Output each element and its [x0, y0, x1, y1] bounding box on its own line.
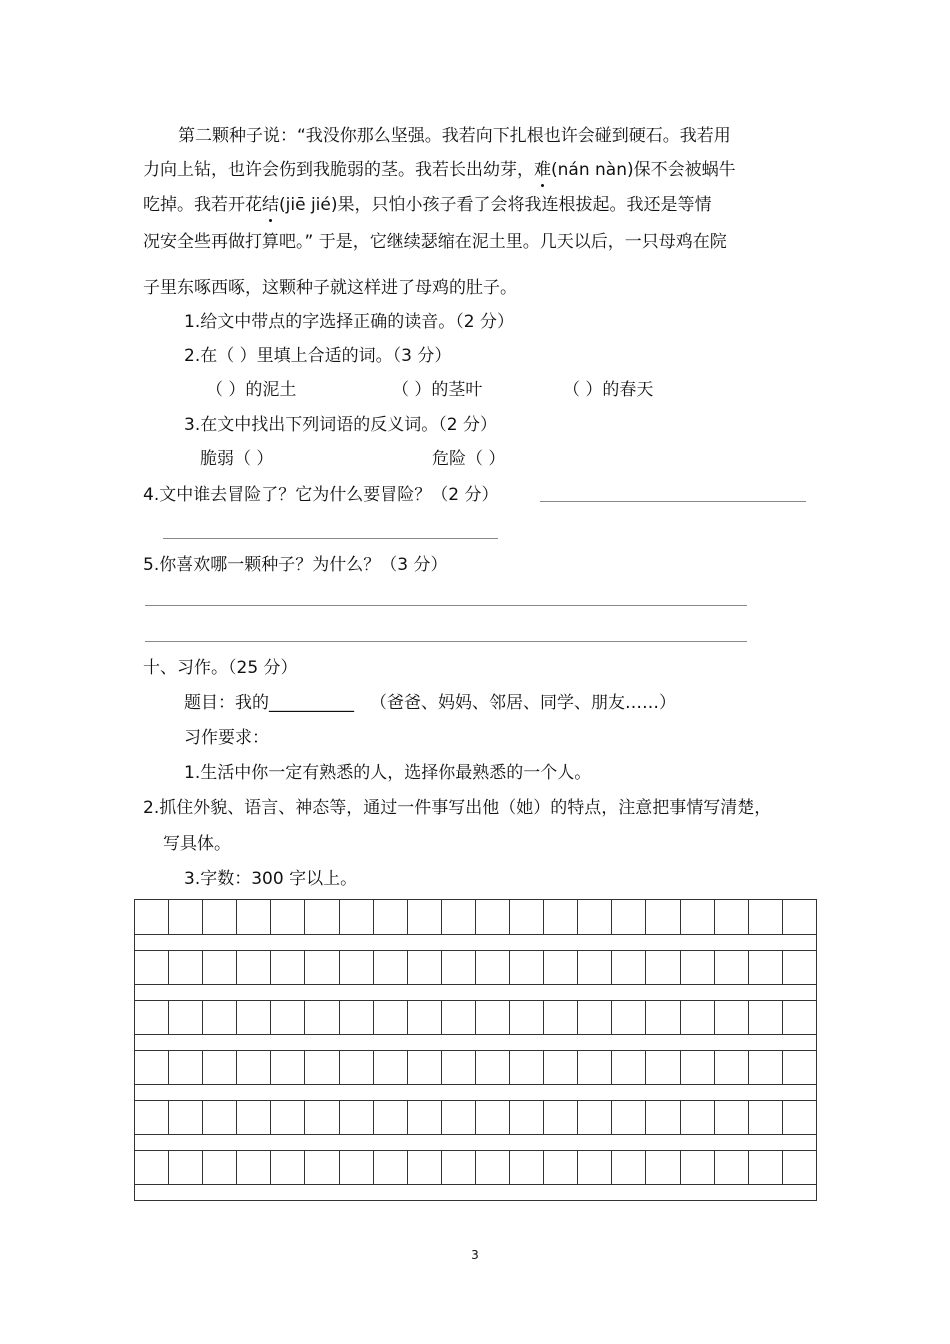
writing-grid[interactable] [134, 899, 817, 1201]
question-1: 1.给文中带点的字选择正确的读音。（2 分） [184, 312, 514, 332]
story-line-1: 第二颗种子说：“我没你那么坚强。我若向下扎根也许会碰到硬石。我若用 [178, 126, 731, 146]
requirements-heading: 习作要求： [184, 728, 269, 748]
grid-cell[interactable] [339, 1051, 373, 1084]
grid-cell[interactable] [304, 1151, 338, 1184]
grid-cell[interactable] [373, 1151, 407, 1184]
composition-title-prefix: 题目：我的 [184, 693, 269, 713]
grid-cell[interactable] [748, 1101, 782, 1134]
grid-cell[interactable] [680, 900, 714, 934]
story-line-5: 子里东啄西啄，这颗种子就这样进了母鸡的肚子。 [143, 278, 517, 298]
grid-cell[interactable] [373, 1051, 407, 1084]
grid-cell[interactable] [475, 951, 509, 984]
grid-cell[interactable] [407, 1001, 441, 1034]
grid-cell[interactable] [748, 951, 782, 984]
grid-cell[interactable] [611, 951, 645, 984]
grid-cell[interactable] [441, 951, 475, 984]
grid-cell[interactable] [236, 1051, 270, 1084]
grid-cell[interactable] [475, 1101, 509, 1134]
question-2-blank-1[interactable]: （ ）的泥土 [206, 380, 297, 400]
grid-cell[interactable] [407, 951, 441, 984]
grid-cell[interactable] [509, 951, 543, 984]
pinyin-options-nan: (nán nàn)保不会被蜗牛 [551, 160, 736, 180]
grid-cell[interactable] [577, 1051, 611, 1084]
grid-cell[interactable] [645, 1051, 679, 1084]
grid-cell[interactable] [168, 1151, 202, 1184]
question-3-item-1[interactable]: 脆弱（ ） [200, 449, 274, 469]
grid-cell[interactable] [441, 1101, 475, 1134]
grid-cell[interactable] [202, 900, 236, 934]
question-3-item-2[interactable]: 危险（ ） [432, 449, 506, 469]
grid-cell[interactable] [236, 951, 270, 984]
requirement-2-cont: 写具体。 [163, 834, 231, 854]
grid-cell[interactable] [680, 1051, 714, 1084]
grid-cell[interactable] [135, 1101, 168, 1134]
grid-cell[interactable] [373, 900, 407, 934]
grid-cell[interactable] [475, 1151, 509, 1184]
composition-heading: 十、习作。（25 分） [143, 658, 298, 678]
grid-cell[interactable] [304, 1001, 338, 1034]
grid-cell[interactable] [577, 1101, 611, 1134]
grid-cell[interactable] [407, 1151, 441, 1184]
grid-cell[interactable] [304, 900, 338, 934]
grid-cell[interactable] [748, 1001, 782, 1034]
grid-cell[interactable] [611, 900, 645, 934]
grid-cell[interactable] [748, 1051, 782, 1084]
grid-cell[interactable] [782, 1001, 816, 1034]
dotted-char-nan: 难 [534, 160, 551, 180]
question-3: 3.在文中找出下列词语的反义词。（2 分） [184, 415, 497, 435]
grid-cell[interactable] [236, 1001, 270, 1034]
grid-cell[interactable] [748, 1151, 782, 1184]
grid-cell[interactable] [714, 1101, 748, 1134]
grid-row [135, 1050, 816, 1085]
grid-cell[interactable] [441, 1051, 475, 1084]
composition-title-blank[interactable]: __________ [269, 693, 354, 713]
grid-cell[interactable] [236, 900, 270, 934]
grid-cell[interactable] [135, 1051, 168, 1084]
grid-row [135, 1100, 816, 1135]
grid-cell[interactable] [135, 900, 168, 934]
grid-cell[interactable] [135, 1151, 168, 1184]
grid-cell[interactable] [135, 951, 168, 984]
grid-cell[interactable] [543, 951, 577, 984]
story-line-2 [143, 158, 736, 182]
requirement-1: 1.生活中你一定有熟悉的人，选择你最熟悉的一个人。 [184, 763, 592, 783]
grid-cell[interactable] [543, 1001, 577, 1034]
grid-cell[interactable] [645, 900, 679, 934]
requirement-2: 2.抓住外貌、语言、神态等，通过一件事写出他（她）的特点，注意把事情写清楚， [143, 798, 772, 818]
grid-cell[interactable] [373, 1001, 407, 1034]
grid-cell[interactable] [543, 1051, 577, 1084]
grid-cell[interactable] [714, 1151, 748, 1184]
question-5: 5.你喜欢哪一颗种子？为什么？（3 分） [143, 555, 448, 575]
grid-cell[interactable] [577, 1001, 611, 1034]
grid-cell[interactable] [202, 951, 236, 984]
question-4: 4.文中谁去冒险了？它为什么要冒险？（2 分） [143, 485, 499, 505]
grid-cell[interactable] [543, 900, 577, 934]
grid-cell[interactable] [543, 1151, 577, 1184]
grid-cell[interactable] [475, 1001, 509, 1034]
grid-cell[interactable] [509, 900, 543, 934]
story-line-2-text: 力向上钻，也许会伤到我脆弱的茎。我若长出幼芽， [143, 160, 534, 180]
grid-row [135, 1150, 816, 1185]
pinyin-options-jie: (jiē jié)果，只怕小孩子看了会将我连根拔起。我还是等情 [279, 195, 712, 215]
grid-cell[interactable] [373, 1101, 407, 1134]
grid-cell[interactable] [441, 1151, 475, 1184]
grid-cell[interactable] [441, 1001, 475, 1034]
grid-cell[interactable] [611, 1051, 645, 1084]
grid-cell[interactable] [373, 951, 407, 984]
grid-cell[interactable] [782, 1051, 816, 1084]
grid-cell[interactable] [611, 1101, 645, 1134]
grid-cell[interactable] [577, 900, 611, 934]
grid-cell[interactable] [714, 1051, 748, 1084]
grid-cell[interactable] [236, 1151, 270, 1184]
grid-cell[interactable] [475, 900, 509, 934]
grid-cell[interactable] [680, 1001, 714, 1034]
grid-cell[interactable] [304, 1101, 338, 1134]
grid-cell[interactable] [168, 1001, 202, 1034]
grid-row [135, 1000, 816, 1035]
grid-cell[interactable] [714, 900, 748, 934]
grid-cell[interactable] [611, 1001, 645, 1034]
page-number: 3 [471, 1248, 479, 1262]
grid-cell[interactable] [611, 1151, 645, 1184]
grid-cell[interactable] [202, 1151, 236, 1184]
grid-cell[interactable] [202, 1051, 236, 1084]
composition-title [184, 691, 676, 715]
grid-cell[interactable] [680, 1151, 714, 1184]
grid-cell[interactable] [339, 1101, 373, 1134]
grid-cell[interactable] [475, 1051, 509, 1084]
grid-cell[interactable] [270, 951, 304, 984]
grid-cell[interactable] [270, 1151, 304, 1184]
grid-cell[interactable] [645, 1001, 679, 1034]
question-2: 2.在（ ）里填上合适的词。（3 分） [184, 346, 452, 366]
grid-cell[interactable] [680, 951, 714, 984]
dotted-char-jie: 结 [262, 195, 279, 215]
composition-title-hint: （爸爸、妈妈、邻居、同学、朋友……） [370, 693, 676, 713]
grid-cell[interactable] [577, 951, 611, 984]
grid-cell[interactable] [304, 1051, 338, 1084]
grid-cell[interactable] [168, 951, 202, 984]
grid-cell[interactable] [714, 951, 748, 984]
grid-cell[interactable] [202, 1101, 236, 1134]
requirement-3: 3.字数：300 字以上。 [184, 869, 358, 889]
grid-cell[interactable] [782, 1151, 816, 1184]
grid-cell[interactable] [645, 1101, 679, 1134]
grid-cell[interactable] [645, 951, 679, 984]
grid-cell[interactable] [270, 1101, 304, 1134]
grid-cell[interactable] [782, 951, 816, 984]
grid-cell[interactable] [509, 1151, 543, 1184]
question-5-answer-line-2[interactable] [145, 641, 747, 642]
grid-cell[interactable] [782, 1101, 816, 1134]
grid-cell[interactable] [270, 1001, 304, 1034]
grid-cell[interactable] [509, 1101, 543, 1134]
grid-cell[interactable] [135, 1001, 168, 1034]
grid-cell[interactable] [202, 1001, 236, 1034]
grid-cell[interactable] [509, 1051, 543, 1084]
grid-cell[interactable] [748, 900, 782, 934]
question-4-answer-line-2[interactable] [163, 538, 498, 539]
grid-row [135, 900, 816, 935]
story-line-4: 况安全些再做打算吧。” 于是，它继续瑟缩在泥土里。几天以后，一只母鸡在院 [143, 232, 727, 252]
grid-cell[interactable] [407, 900, 441, 934]
grid-cell[interactable] [441, 900, 475, 934]
story-line-3-text: 吃掉。我若开花 [143, 195, 262, 215]
grid-cell[interactable] [543, 1101, 577, 1134]
grid-cell[interactable] [407, 1101, 441, 1134]
grid-cell[interactable] [339, 951, 373, 984]
question-2-blank-2[interactable]: （ ）的茎叶 [392, 380, 483, 400]
question-5-answer-line-1[interactable] [145, 605, 747, 606]
grid-cell[interactable] [577, 1151, 611, 1184]
grid-cell[interactable] [645, 1151, 679, 1184]
grid-cell[interactable] [509, 1001, 543, 1034]
grid-cell[interactable] [304, 951, 338, 984]
grid-cell[interactable] [270, 900, 304, 934]
grid-cell[interactable] [270, 1051, 304, 1084]
grid-cell[interactable] [339, 1151, 373, 1184]
grid-cell[interactable] [782, 900, 816, 934]
grid-cell[interactable] [168, 900, 202, 934]
story-line-3 [143, 193, 711, 217]
question-4-answer-line-1[interactable] [540, 501, 806, 502]
grid-cell[interactable] [168, 1101, 202, 1134]
grid-cell[interactable] [236, 1101, 270, 1134]
grid-cell[interactable] [339, 900, 373, 934]
grid-row [135, 950, 816, 985]
grid-cell[interactable] [407, 1051, 441, 1084]
grid-cell[interactable] [714, 1001, 748, 1034]
grid-cell[interactable] [680, 1101, 714, 1134]
question-2-blank-3[interactable]: （ ）的春天 [563, 380, 654, 400]
grid-cell[interactable] [168, 1051, 202, 1084]
grid-cell[interactable] [339, 1001, 373, 1034]
